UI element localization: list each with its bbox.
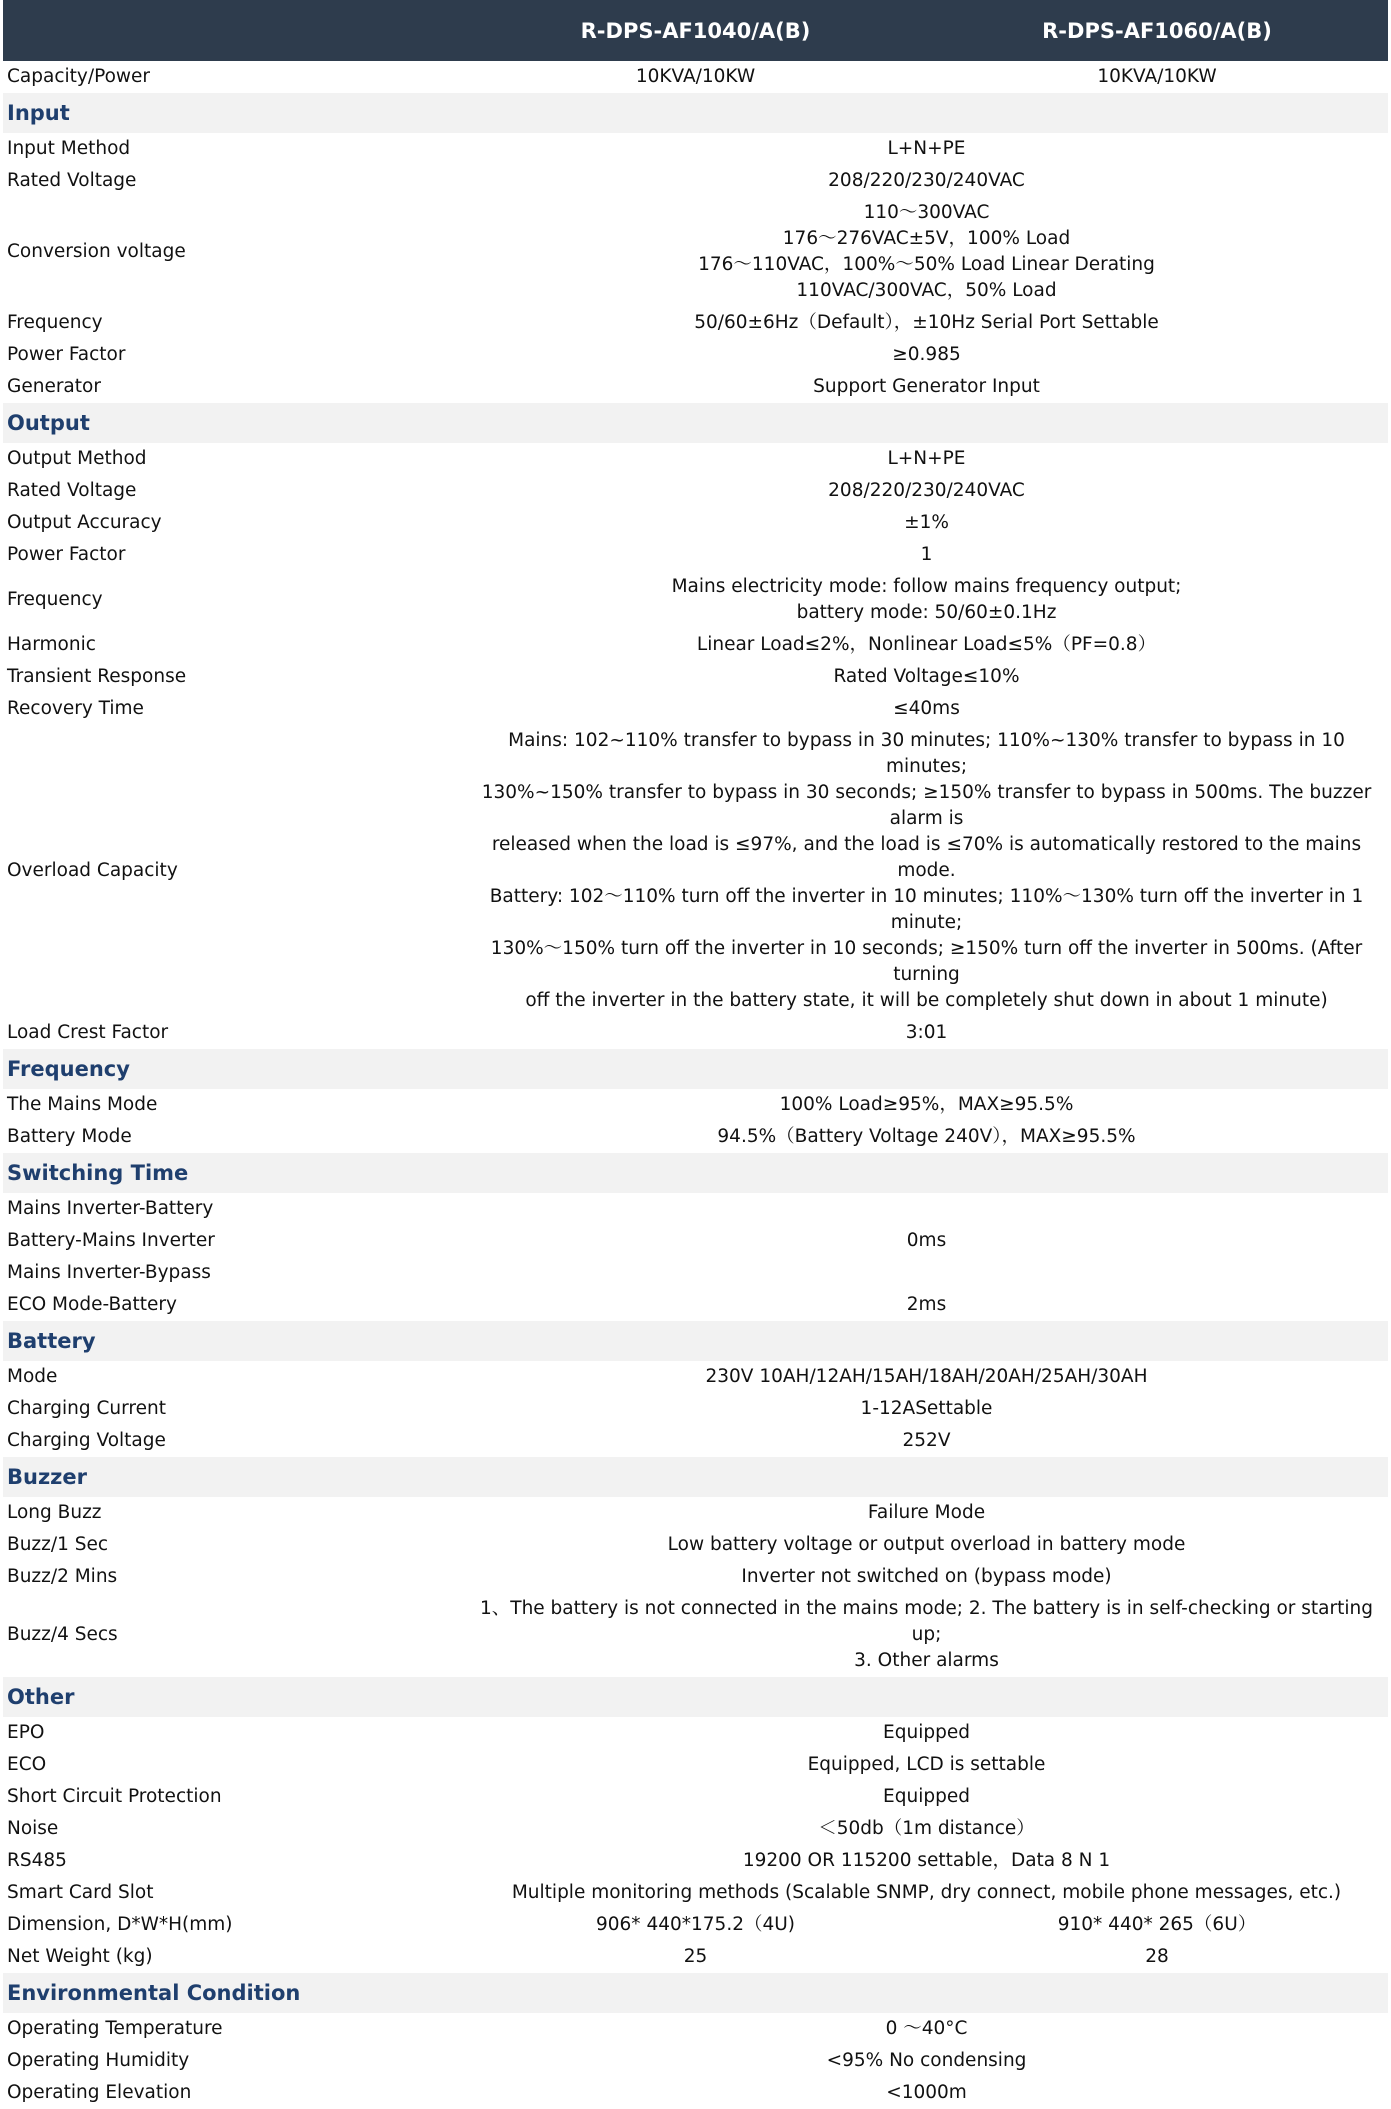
table-row bbox=[3, 475, 1388, 507]
row-label: Capacity/Power bbox=[7, 66, 151, 87]
section-title: Battery bbox=[3, 1321, 1388, 1361]
row-value: 50/60±6Hz（Default），±10Hz Serial Port Settable bbox=[694, 312, 1159, 333]
row-label: Net Weight (kg) bbox=[7, 1946, 153, 1967]
row-value: <95% No condensing bbox=[826, 2050, 1027, 2071]
section-title: Switching Time bbox=[3, 1153, 1388, 1193]
row-label: Rated Voltage bbox=[7, 480, 137, 501]
row-label: Frequency bbox=[7, 312, 103, 333]
row-value-1060: 10KVA/10KW bbox=[1097, 66, 1217, 87]
row-value: Equipped bbox=[883, 1722, 970, 1743]
row-label: Power Factor bbox=[7, 544, 126, 565]
section-title: Environmental Condition bbox=[3, 1973, 1388, 2013]
row-value-1040: 906* 440*175.2（4U) bbox=[596, 1914, 795, 1935]
value-line: released when the load is ≤97%, and the load is ≤70% is automatically restored to the mains mode. bbox=[491, 834, 1362, 881]
value-line: 3. Other alarms bbox=[854, 1650, 999, 1671]
row-value bbox=[465, 197, 1388, 307]
table-row bbox=[3, 165, 1388, 197]
value-line: battery mode: 50/60±0.1Hz bbox=[796, 602, 1057, 623]
row-label: Smart Card Slot bbox=[7, 1882, 154, 1903]
row-label: Mains Inverter-Battery bbox=[7, 1198, 214, 1219]
row-label: Conversion voltage bbox=[7, 241, 186, 262]
row-label: RS485 bbox=[7, 1850, 67, 1871]
table-row bbox=[3, 1017, 1388, 1049]
section-output bbox=[3, 403, 1388, 443]
table-row bbox=[3, 2045, 1388, 2077]
row-value: L+N+PE bbox=[887, 448, 966, 469]
table-row bbox=[3, 693, 1388, 725]
value-line: 110VAC/300VAC，50% Load bbox=[796, 280, 1057, 301]
row-label: Charging Current bbox=[7, 1398, 166, 1419]
row-value: Linear Load≤2%，Nonlinear Load≤5%（PF=0.8） bbox=[696, 634, 1157, 655]
table-row bbox=[3, 2077, 1388, 2109]
row-label: Output Accuracy bbox=[7, 512, 162, 533]
row-value-1060: 28 bbox=[1145, 1946, 1169, 1967]
row-value: 3:01 bbox=[905, 1022, 948, 1043]
row-value bbox=[465, 725, 1388, 1017]
section-input bbox=[3, 93, 1388, 133]
table-row bbox=[3, 725, 1388, 1017]
table-row bbox=[3, 2013, 1388, 2045]
table-row bbox=[3, 1089, 1388, 1121]
row-label: Recovery Time bbox=[7, 698, 144, 719]
section-other bbox=[3, 1677, 1388, 1717]
row-value: 1 bbox=[920, 544, 933, 565]
table-row bbox=[3, 571, 1388, 629]
table-row bbox=[3, 1813, 1388, 1845]
row-label: Power Factor bbox=[7, 344, 126, 365]
row-label: ECO bbox=[7, 1754, 47, 1775]
row-label: Rated Voltage bbox=[7, 170, 137, 191]
header-row bbox=[3, 0, 1388, 61]
header-blank bbox=[3, 0, 465, 61]
section-title: Buzzer bbox=[3, 1457, 1388, 1497]
row-value: 19200 OR 115200 settable，Data 8 N 1 bbox=[742, 1850, 1111, 1871]
header-model-1040: R-DPS-AF1040/A(B) bbox=[465, 0, 926, 61]
table-row bbox=[3, 1289, 1388, 1321]
section-buzzer bbox=[3, 1457, 1388, 1497]
row-value: 1-12ASettable bbox=[860, 1398, 993, 1419]
header-model-1060: R-DPS-AF1060/A(B) bbox=[926, 0, 1388, 61]
row-value-1060: 910* 440* 265（6U） bbox=[1057, 1914, 1257, 1935]
table-row bbox=[3, 1497, 1388, 1529]
row-label: Noise bbox=[7, 1818, 59, 1839]
row-label: Operating Humidity bbox=[7, 2050, 190, 2071]
spec-table bbox=[3, 0, 1388, 2109]
row-label: Charging Voltage bbox=[7, 1430, 166, 1451]
row-label: Load Crest Factor bbox=[7, 1022, 169, 1043]
section-title: Other bbox=[3, 1677, 1388, 1717]
table-row bbox=[3, 507, 1388, 539]
row-value-1040: 25 bbox=[683, 1946, 708, 1967]
row-value: Low battery voltage or output overload in battery mode bbox=[667, 1534, 1186, 1555]
table-row bbox=[3, 1529, 1388, 1561]
value-line: 110～300VAC bbox=[863, 202, 990, 223]
value-line: off the inverter in the battery state, it will be completely shut down in about 1 minute) bbox=[525, 990, 1328, 1011]
table-row bbox=[3, 1561, 1388, 1593]
row-value: 208/220/230/240VAC bbox=[828, 170, 1025, 191]
section-environmental-condition bbox=[3, 1973, 1388, 2013]
row-label: Buzz/4 Secs bbox=[7, 1624, 118, 1645]
row-label: Buzz/2 Mins bbox=[7, 1566, 118, 1587]
row-value: 252V bbox=[902, 1430, 951, 1451]
table-row bbox=[3, 1717, 1388, 1749]
row-label: EPO bbox=[7, 1722, 45, 1743]
value-line: Battery: 102～110% turn off the inverter in 10 minutes; 110%～130% turn off the inverter in 1 minute; bbox=[489, 886, 1364, 933]
table-row bbox=[3, 1593, 1388, 1677]
row-label: Battery-Mains Inverter bbox=[7, 1230, 215, 1251]
table-row bbox=[3, 539, 1388, 571]
row-label: Transient Response bbox=[7, 666, 187, 687]
row-value: Equipped bbox=[883, 1786, 970, 1807]
row-label: Mains Inverter-Bypass bbox=[7, 1262, 211, 1283]
row-value: <1000m bbox=[886, 2082, 967, 2103]
row-label: Overload Capacity bbox=[7, 860, 178, 881]
row-value bbox=[465, 1593, 1388, 1677]
section-frequency bbox=[3, 1049, 1388, 1089]
table-row bbox=[3, 133, 1388, 165]
row-value: Multiple monitoring methods (Scalable SNMP, dry connect, mobile phone messages, etc.) bbox=[511, 1882, 1342, 1903]
row-label: Output Method bbox=[7, 448, 147, 469]
row-label: The Mains Mode bbox=[7, 1094, 158, 1115]
row-value-1040: 10KVA/10KW bbox=[635, 66, 756, 87]
row-label: Generator bbox=[7, 376, 101, 397]
row-value: ＜50db（1m distance） bbox=[818, 1818, 1035, 1839]
table-row bbox=[3, 1781, 1388, 1813]
row-label: Operating Elevation bbox=[7, 2082, 192, 2103]
value-line: 176～110VAC，100%～50% Load Linear Derating bbox=[698, 254, 1155, 275]
row-value: Equipped, LCD is settable bbox=[807, 1754, 1046, 1775]
row-value: L+N+PE bbox=[887, 138, 966, 159]
row-label: Battery Mode bbox=[7, 1126, 132, 1147]
row-label: Operating Temperature bbox=[7, 2018, 223, 2039]
row-value: 230V 10AH/12AH/15AH/18AH/20AH/25AH/30AH bbox=[705, 1366, 1148, 1387]
table-row bbox=[3, 1121, 1388, 1153]
table-row bbox=[3, 61, 1388, 93]
row-label: Harmonic bbox=[7, 634, 96, 655]
row-label: Input Method bbox=[7, 138, 131, 159]
table-row bbox=[3, 1941, 1388, 1973]
table-row bbox=[3, 661, 1388, 693]
section-switching-time bbox=[3, 1153, 1388, 1193]
table-row bbox=[3, 1909, 1388, 1941]
table-row bbox=[3, 307, 1388, 339]
value-line: Mains: 102~110% transfer to bypass in 30 minutes; 110%~130% transfer to bypass in 10 minutes; bbox=[508, 730, 1345, 777]
row-value: 0 ～40°C bbox=[885, 2018, 968, 2039]
row-label: Frequency bbox=[7, 589, 103, 610]
row-value: Rated Voltage≤10% bbox=[833, 666, 1020, 687]
row-value: 94.5%（Battery Voltage 240V），MAX≥95.5% bbox=[717, 1126, 1136, 1147]
row-label: Mode bbox=[7, 1366, 58, 1387]
table-row bbox=[3, 629, 1388, 661]
table-row bbox=[3, 1193, 1388, 1225]
row-value: 0ms bbox=[906, 1230, 947, 1251]
row-value: Inverter not switched on (bypass mode) bbox=[741, 1566, 1112, 1587]
section-title: Input bbox=[3, 93, 1388, 133]
row-label: Dimension, D*W*H(mm) bbox=[7, 1914, 233, 1935]
row-value: 100% Load≥95%，MAX≥95.5% bbox=[779, 1094, 1074, 1115]
row-label: Long Buzz bbox=[7, 1502, 102, 1523]
row-value: Support Generator Input bbox=[813, 376, 1040, 397]
section-title: Frequency bbox=[3, 1049, 1388, 1089]
value-line: 1、The battery is not connected in the mains mode; 2. The battery is in self-checking or starting up; bbox=[480, 1598, 1373, 1645]
table-row bbox=[3, 197, 1388, 307]
table-row bbox=[3, 339, 1388, 371]
value-line: 130%~150% transfer to bypass in 30 seconds; ≥150% transfer to bypass in 500ms. The buzzer alarm is bbox=[481, 782, 1372, 829]
table-row bbox=[3, 1877, 1388, 1909]
row-label: Buzz/1 Sec bbox=[7, 1534, 109, 1555]
table-row bbox=[3, 1393, 1388, 1425]
table-row bbox=[3, 1845, 1388, 1877]
row-value: Failure Mode bbox=[867, 1502, 986, 1523]
row-value: 2ms bbox=[906, 1294, 947, 1315]
value-line: 176～276VAC±5V，100% Load bbox=[782, 228, 1071, 249]
table-row bbox=[3, 1425, 1388, 1457]
row-value: ≥0.985 bbox=[892, 344, 961, 365]
row-label: ECO Mode-Battery bbox=[7, 1294, 177, 1315]
value-line: 130%～150% turn off the inverter in 10 seconds; ≥150% turn off the inverter in 500ms. (After turning bbox=[490, 938, 1363, 985]
table-row bbox=[3, 443, 1388, 475]
value-line: Mains electricity mode: follow mains frequency output; bbox=[671, 576, 1182, 597]
table-row bbox=[3, 1749, 1388, 1781]
section-title: Output bbox=[3, 403, 1388, 443]
row-label: Short Circuit Protection bbox=[7, 1786, 222, 1807]
row-value bbox=[465, 571, 1388, 629]
table-row bbox=[3, 371, 1388, 403]
row-value: ±1% bbox=[904, 512, 949, 533]
section-battery bbox=[3, 1321, 1388, 1361]
table-row bbox=[3, 1361, 1388, 1393]
row-value: 208/220/230/240VAC bbox=[828, 480, 1025, 501]
row-value: ≤40ms bbox=[893, 698, 960, 719]
